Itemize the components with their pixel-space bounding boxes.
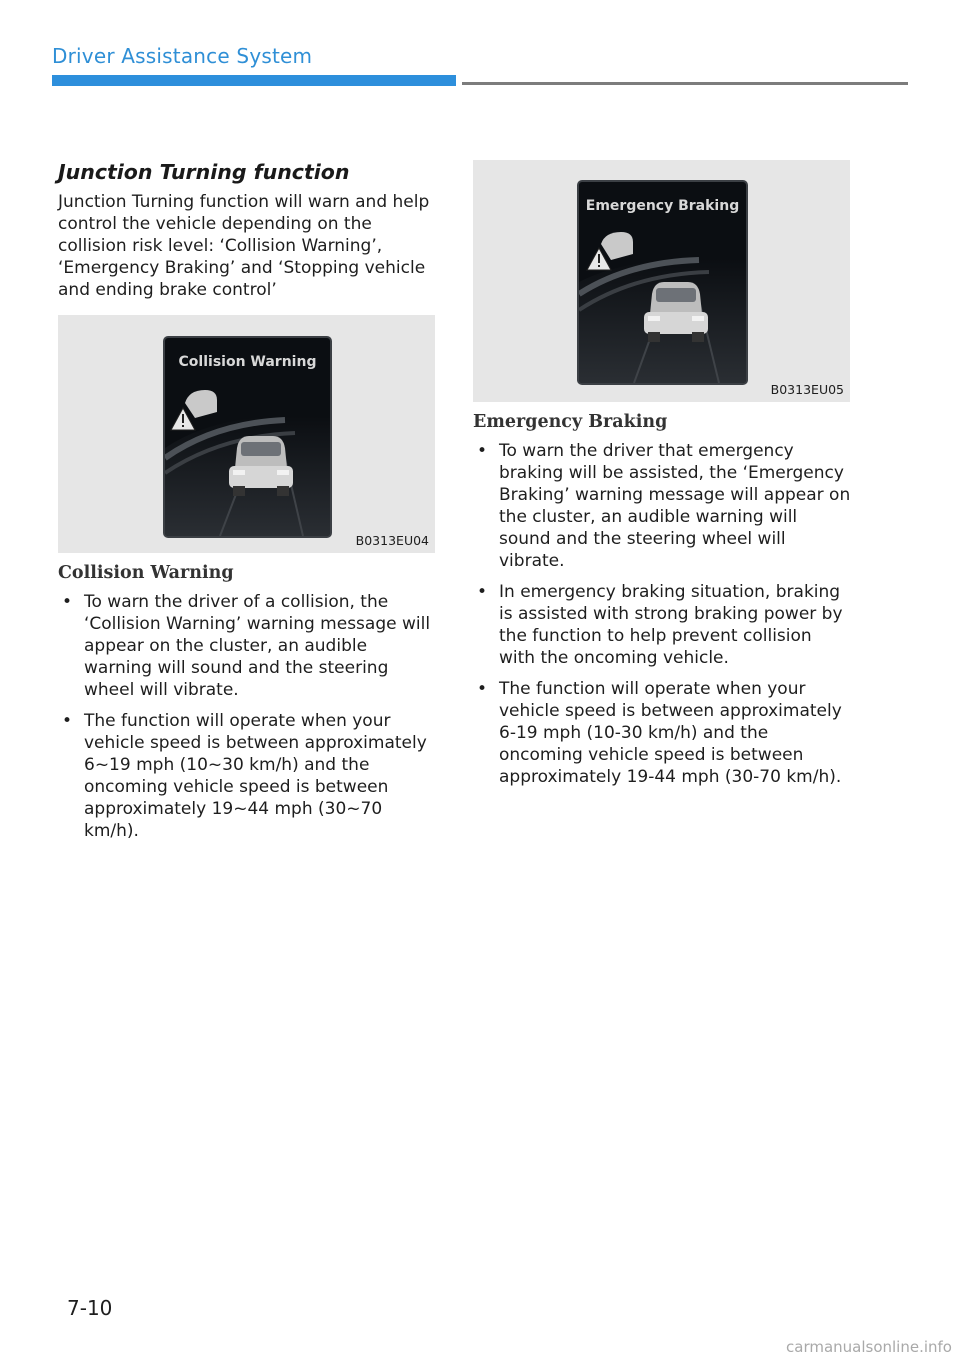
list-item: • The function will operate when your vehicle speed is between approximately 6-19 mph (10-30 km/h) and the oncoming vehicle speed is between approximately 19-44 mph (30-70 km/h). [473,678,851,788]
list-item: • To warn the driver of a collision, the ‘Collision Warning’ warning message will appear on the cluster, an audible warning will sound and the steering wheel will vibrate. [58,591,436,701]
cluster-display [163,336,332,538]
cluster-illustration [579,182,746,383]
figure-code: B0313EU04 [355,533,429,548]
cluster-message: Emergency Braking [585,198,740,214]
collision-warning-list [58,591,436,842]
figure-code: B0313EU05 [770,382,844,397]
left-column [58,160,436,851]
cluster-message: Collision Warning [178,354,317,370]
header-accent-bar [52,75,456,86]
own-car-icon [644,282,708,342]
section-intro: Junction Turning function will warn and help control the vehicle depending on the collision risk level: ‘Collision Warning’, ‘Emergency Braking’ and ‘Stopping vehicle and ending brake control’ [58,192,430,300]
header-rule [462,82,908,85]
page-number: 7-10 [67,1296,113,1320]
own-car-icon [229,436,293,496]
watermark: carmanualsonline.info [786,1338,952,1356]
cluster-display [577,180,748,385]
right-column [473,160,851,797]
oncoming-car-icon [601,232,633,260]
figure-emergency-braking [473,160,850,402]
list-item: • To warn the driver that emergency braking will be assisted, the ‘Emergency Braking’ warning message will appear on the cluster, an audible warning will sound and the steering wheel will vibrate. [473,440,851,572]
subheading-collision-warning: Collision Warning [58,563,234,583]
section-title: Junction Turning function [58,160,350,184]
cluster-illustration [165,338,330,536]
emergency-braking-list [473,440,851,788]
running-header-title: Driver Assistance System [52,44,313,68]
list-item: • The function will operate when your vehicle speed is between approximately 6~19 mph (10~30 km/h) and the oncoming vehicle speed is between approximately 19~44 mph (30~70 km/h). [58,710,436,842]
list-item: • In emergency braking situation, braking is assisted with strong braking power by the function to help prevent collision with the oncoming vehicle. [473,581,851,669]
figure-collision-warning [58,315,435,553]
oncoming-car-icon [185,390,217,418]
subheading-emergency-braking: Emergency Braking [473,412,668,432]
